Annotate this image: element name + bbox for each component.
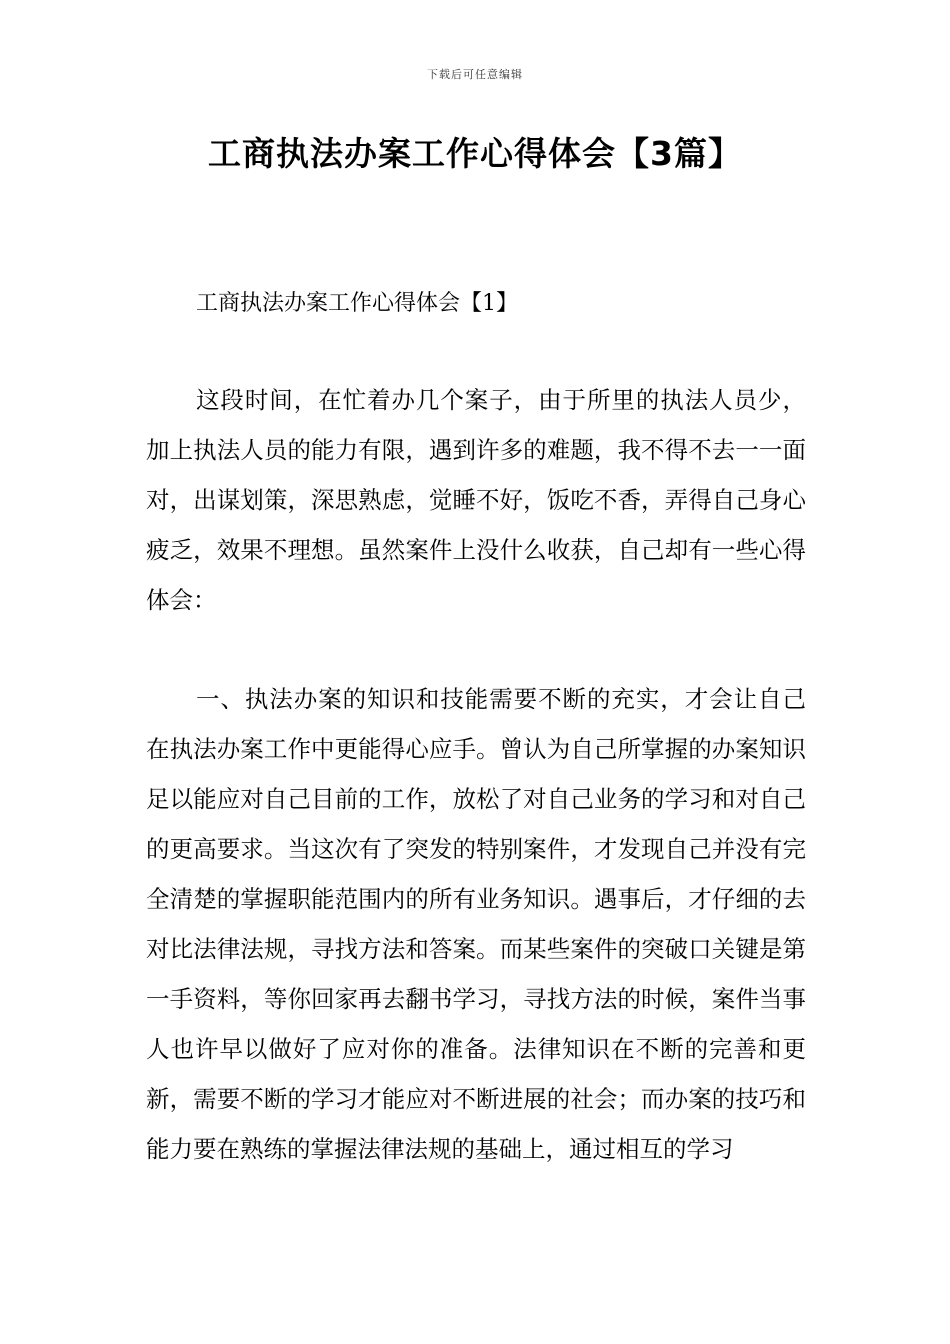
header-note: 下载后可任意编辑 [427,68,523,81]
body-paragraph-2: 一、执法办案的知识和技能需要不断的充实，才会让自己在执法办案工作中更能得心应手。曾认为自己所掌握的办案知识足以能应对自己目前的工作，放松了对自己业务的学习和对自己的更高要求。当这次有了突发的特别案件，才发现自己并没有完全清楚的掌握职能范围内的所有业务知识。遇事后，才仔细的去对比法律法规，寻找方法和答案。而某些案件的突破口关键是第一手资料，等你回家再去翻书学习，寻找方法的时候，案件当事人也许早以做好了应对你的准备。法律知识在不断的完善和更新，需要不断的学习才能应对不断进展的社会；而办案的技巧和能力要在熟练的掌握法律法规的基础上，通过相互的学习 [146,685,806,1163]
document-title: 工商执法办案工作心得体会【3篇】 [208,134,742,173]
section-heading: 工商执法办案工作心得体会【1】 [196,291,518,316]
body-paragraph-1: 这段时间，在忙着办几个案子，由于所里的执法人员少，加上执法人员的能力有限，遇到许多的难题，我不得不去一一面对，出谋划策，深思熟虑，觉睡不好，饭吃不香，弄得自己身心疲乏，效果不理想。虽然案件上没什么收获，自己却有一些心得体会： [146,386,806,614]
